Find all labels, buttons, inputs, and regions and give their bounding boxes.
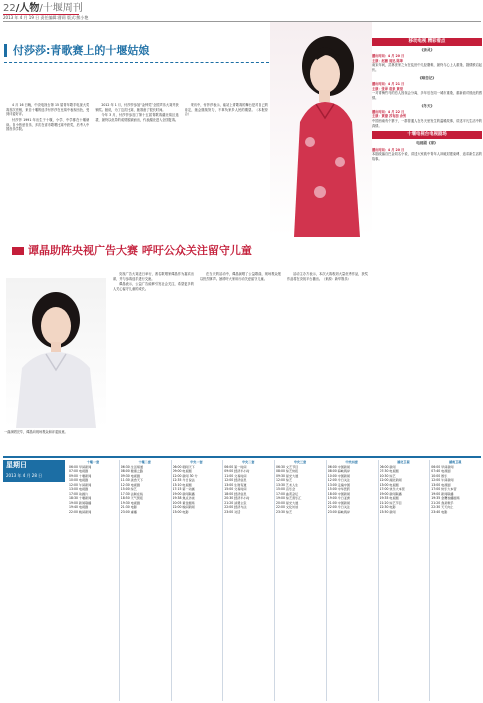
program-line: 17:00 快乐大本营: [379, 487, 405, 491]
photo-caption: 一曲演唱完毕，谭晶向现场观众和评委致意。: [4, 430, 68, 434]
tanjing-photo: [6, 278, 106, 428]
article-fusasha: [4, 44, 269, 57]
article-body: [113, 272, 368, 437]
channel-name: 十堰一套: [86, 460, 100, 464]
program-line: 12:00 新闻 30 分: [172, 473, 198, 478]
article-column: [113, 272, 194, 437]
program-line: 21:20 消费主张: [224, 500, 247, 505]
program-line: 12:00 综艺: [276, 478, 293, 482]
program-line: 12:00 今日关注: [327, 478, 351, 482]
program-line: 22:00 晚间新闻: [172, 505, 195, 509]
schedule-date: 2013 年 4 月 28 日: [6, 473, 43, 478]
program-line: 20:00 星光大道: [276, 500, 299, 505]
tv-block-cast: 主演：赵薇 周迅 陈坤: [372, 58, 403, 63]
tv-schedule: [3, 456, 481, 701]
title-marker: [12, 247, 24, 255]
schedule-column: [328, 460, 376, 701]
program-line: 12:30 电视剧: [120, 482, 140, 487]
schedule-column: [69, 460, 117, 701]
program-line: 12:00 午间新闻: [431, 478, 454, 482]
program-line: 23:00 海峡两岸: [327, 509, 351, 514]
program-line: 13:00 电视剧: [431, 482, 451, 487]
program-line: 21:20 综艺节目: [379, 500, 402, 505]
program-line: 09:00 经济半小时: [224, 469, 250, 473]
program-line: 06:00 新闻: [379, 464, 396, 469]
program-line: 13:10 电视剧: [172, 482, 192, 487]
program-line: 13:00 电视剧: [379, 482, 399, 487]
tv-panel-header: 移动电视 精彩看点: [372, 38, 482, 46]
program-line: 17:00 快乐大本营: [431, 487, 457, 491]
program-line: 11:00 交易时间: [224, 473, 247, 478]
header-meta: 2013 年 4 月 19 日 责任编辑:曹莉 版式:熊小艳: [3, 15, 89, 20]
program-line: 10:00 电视剧: [69, 478, 89, 482]
program-line: 17:00 动画片: [69, 491, 89, 496]
column-divider: [171, 460, 172, 701]
program-line: 17:00 曲苑杂坛: [276, 491, 299, 496]
program-line: 21:00 中国新闻: [327, 500, 351, 505]
program-line: 23:50 新闻: [379, 509, 396, 514]
program-line: 23:00 对话: [224, 509, 241, 514]
tv-drama-block: [372, 141, 482, 161]
schedule-column: [431, 460, 479, 701]
program-line: 09:30 星光大道: [276, 473, 299, 478]
program-line: 06:00 早间新闻: [431, 464, 454, 469]
program-line: 10:30 综艺: [379, 473, 396, 478]
program-line: 08:00 综艺快报: [276, 469, 299, 473]
program-line: 22:00 今日关注: [327, 505, 351, 509]
program-line: 13:30 艺术人生: [276, 482, 299, 487]
program-line: 09:00 十堰新闻: [69, 473, 92, 478]
program-line: 19:35 金鹰独播剧场: [431, 496, 460, 500]
program-line: 19:00 新闻联播: [379, 491, 402, 496]
channel-name: 中央四套: [345, 460, 358, 464]
program-line: 23:00 重播: [120, 509, 137, 514]
program-line: 17:30 法制在线: [120, 491, 144, 496]
column-divider: [222, 460, 223, 701]
program-line: 19:30 电视剧: [120, 500, 140, 505]
program-line: 15:00 交易时间: [224, 487, 247, 491]
page-header: [3, 2, 481, 22]
page-number: 22: [3, 3, 16, 14]
program-line: 06:00 早间新闻: [69, 464, 92, 469]
program-line: 15:00 综艺: [120, 487, 137, 491]
tv-block-time: 播出时间：4 月 20 日: [372, 147, 405, 152]
tv-block-body: 中国西南有个寨子，一群普通人在冬天里发生的温暖故事，讲述平凡生活中的真情。: [372, 119, 482, 128]
article-column: [185, 103, 268, 243]
program-line: 23:00 电影: [172, 509, 189, 514]
article-paragraph: 活动主办方表示，本次大赛收到大量优秀作品，获奖作品将在央视平台播出。（来源：新华娱乐）: [287, 272, 368, 281]
channel-name: 中央一套: [190, 460, 203, 464]
column-divider: [119, 460, 120, 701]
program-line: 21:20 我是歌手: [431, 500, 454, 505]
program-line: 12:00 湖北新闻: [379, 478, 402, 482]
channel-name: 湖北卫视: [397, 460, 410, 464]
program-line: 13:00 走遍中国: [327, 482, 351, 487]
program-line: 15:00 音乐会: [276, 487, 296, 491]
edition-label: /十堰周刊: [39, 3, 83, 14]
program-line: 06:00 中国新闻: [327, 464, 351, 469]
program-line: 07:00 电视剧: [69, 469, 89, 473]
article-paragraph: 在当天的活动中，谭晶演唱了公益歌曲，现场观众报以热烈掌声。她呼吁大家用行动关爱留守儿童。: [200, 272, 281, 281]
program-line: 09:00 电视剧: [172, 469, 192, 473]
tv-block-title: 电视剧《家》: [416, 141, 438, 146]
program-line: 08:00 海峡两岸: [327, 469, 351, 473]
article-title: 付莎莎:青歌赛上的十堰姑娘: [4, 44, 269, 57]
program-line: 20:05 黄金剧场: [172, 500, 195, 505]
tv-block-time: 播出时间：4 月 21 日: [372, 81, 405, 86]
article-column: [95, 103, 178, 243]
program-line: 07:30 电视剧: [379, 469, 399, 473]
program-line: 19:00 新闻联播: [172, 491, 195, 496]
column-divider: [274, 460, 275, 701]
program-line: 15:00 中华医药: [327, 487, 351, 491]
article-column: [6, 103, 89, 243]
program-line: 18:50 天气预报: [120, 496, 144, 500]
program-line: 12:00 经济信息: [224, 478, 247, 482]
program-line: 21:30 电影: [120, 505, 137, 509]
tv-block: [372, 76, 482, 101]
program-line: 19:35 电视剧: [379, 496, 399, 500]
program-line: 19:00 今日亚洲: [327, 496, 351, 500]
program-line: 23:30 综艺: [276, 509, 293, 514]
tv-block-body: 南宋年间，武林世家之女在乱世中几经磨难，最终与心上人重逢，剧情跌宕起伏。: [372, 63, 482, 73]
schedule-column: [121, 460, 169, 701]
program-line: 10:00 中国新闻: [327, 473, 351, 478]
program-line: 22:00 晚间新闻: [69, 509, 92, 514]
program-line: 22:30 天天向上: [431, 505, 454, 509]
schedule-column: [276, 460, 324, 701]
article-paragraph: 今年 3 月，付莎莎参加了第十五届青歌赛湖北赛区选拔，最终以优异的成绩脱颖而出，代表湖北进入全国复赛。: [95, 113, 179, 122]
program-line: 17:15 第一动画: [172, 487, 195, 491]
program-line: 22:00 经济与法: [224, 505, 247, 509]
program-line: 07:40 电视剧: [431, 469, 451, 473]
article-body: [6, 103, 268, 243]
program-line: 13:00 生财有道: [224, 482, 247, 487]
channel-name: 十堰二套: [138, 460, 151, 464]
program-line: 09:30 电视剧: [120, 473, 140, 478]
program-line: 19:00 新闻联播: [69, 500, 92, 505]
tv-block: [372, 104, 482, 129]
program-line: 18:30 十堰新闻: [69, 496, 92, 500]
program-line: 08:00 健康之路: [120, 469, 144, 473]
title-underline: [4, 62, 269, 72]
schedule-column: [380, 460, 428, 701]
article-paragraph: 央视广告大赛近日举行，著名歌唱家谭晶作为嘉宾出席，并与参赛选手进行交流。: [113, 272, 194, 281]
program-line: 12:35 今日说法: [172, 478, 195, 482]
program-line: 06:00 朝闻天下: [172, 464, 195, 469]
singer-figure: [6, 278, 106, 428]
program-line: 11:30 美食天下: [120, 478, 144, 482]
column-divider: [378, 460, 379, 701]
tv-block-time: 播出时间：4 月 20 日: [372, 54, 405, 59]
schedule-column: [224, 460, 272, 701]
tv-block-title: 《暗恋记》: [418, 75, 436, 80]
tv-panel-header-2: 十堰电视台电视剧场: [372, 131, 482, 139]
article-paragraph: 采访中，付莎莎表示，能站上青歌赛的舞台是对自己的肯定，她会继续努力，不辜负家乡人民的期望。（本报综合）: [184, 103, 268, 117]
schedule-day: 星期日: [6, 461, 27, 469]
article-title: 谭晶助阵央视广告大赛 呼吁公众关注留守儿童: [28, 244, 252, 257]
tv-block-title: 《亲灵》: [419, 48, 435, 52]
tv-block-title: 《冬天》: [419, 103, 435, 108]
program-line: 19:38 焦点访谈: [172, 496, 195, 500]
singer-photo: [270, 22, 372, 237]
tv-block: [372, 48, 482, 73]
schedule-day-block: [3, 460, 65, 482]
article-paragraph: 4 月 16 日晚，中央电视台第 15 届青年歌手电视大奖赛首次亮相，来自十堰的选手付莎莎在比赛中表现出色，受到评委好评。: [6, 103, 90, 117]
program-line: 22:00 文化访谈: [276, 505, 299, 509]
article-paragraph: 2012 年 1 月，付莎莎参加“金钟奖”全国声乐大赛并获铜奖。她说，为了这次比赛，她准备了很长时间。: [95, 103, 179, 112]
channel-name: 中央二套: [241, 460, 255, 464]
program-line: 13:00 电视剧: [69, 487, 89, 491]
section-label: 人物: [19, 3, 40, 14]
program-line: 06:00 第一时间: [224, 464, 247, 469]
program-line: 18:00 中国新闻: [327, 491, 351, 496]
singer-figure: [270, 22, 372, 237]
column-divider: [326, 460, 327, 701]
channel-name: 中央三套: [293, 460, 307, 464]
program-line: 12:00 午间新闻: [69, 482, 92, 487]
tv-block-body: 本剧改编自巴金同名小说，讲述大家族中青年人冲破封建束缚、追求新生活的故事。: [372, 152, 482, 161]
section-title: 22/人物/十堰周刊: [3, 3, 83, 14]
tv-block-time: 播出时间：4 月 22 日: [372, 109, 405, 114]
program-line: 18:00 经济信息: [224, 491, 247, 496]
tv-block-cast: 主演：黄渤 苏有朋 余男: [372, 114, 407, 119]
schedule-column: [173, 460, 221, 701]
article-column: [200, 272, 281, 437]
channel-name: 湖南卫视: [448, 460, 462, 464]
program-line: 19:00 综艺喜乐汇: [276, 496, 302, 500]
tv-block-body: 一对青梅竹马的恋人因误会分离，多年后在同一城市重逢，重新面对彼此的感情。: [372, 91, 482, 100]
column-divider: [429, 460, 430, 701]
article-paragraph: 付莎莎 1991 年出生于十堰，小学、中学都在十堰就读。自小热爱音乐，多次在省市歌唱比赛中获奖，后考入中国音乐学院。: [6, 117, 90, 132]
program-line: 19:40 电视剧: [69, 505, 89, 509]
program-line: 23:40 电影: [431, 509, 448, 514]
program-line: 10:00 娱乐: [431, 473, 448, 478]
program-line: 19:00 新闻联播: [431, 491, 454, 496]
program-line: 06:30 生活频道: [120, 464, 144, 469]
article-column: [287, 272, 368, 437]
program-line: 22:30 电影: [379, 505, 396, 509]
tv-block-cast: 主演：张译 袁泉 黄觉: [372, 86, 403, 91]
article-paragraph: 谭晶表示，公益广告能够引发社会关注，希望更多的人关心留守儿童的成长。: [113, 282, 194, 291]
program-line: 20:30 经济半小时: [224, 496, 250, 500]
program-line: 06:30 文艺节目: [276, 464, 299, 469]
